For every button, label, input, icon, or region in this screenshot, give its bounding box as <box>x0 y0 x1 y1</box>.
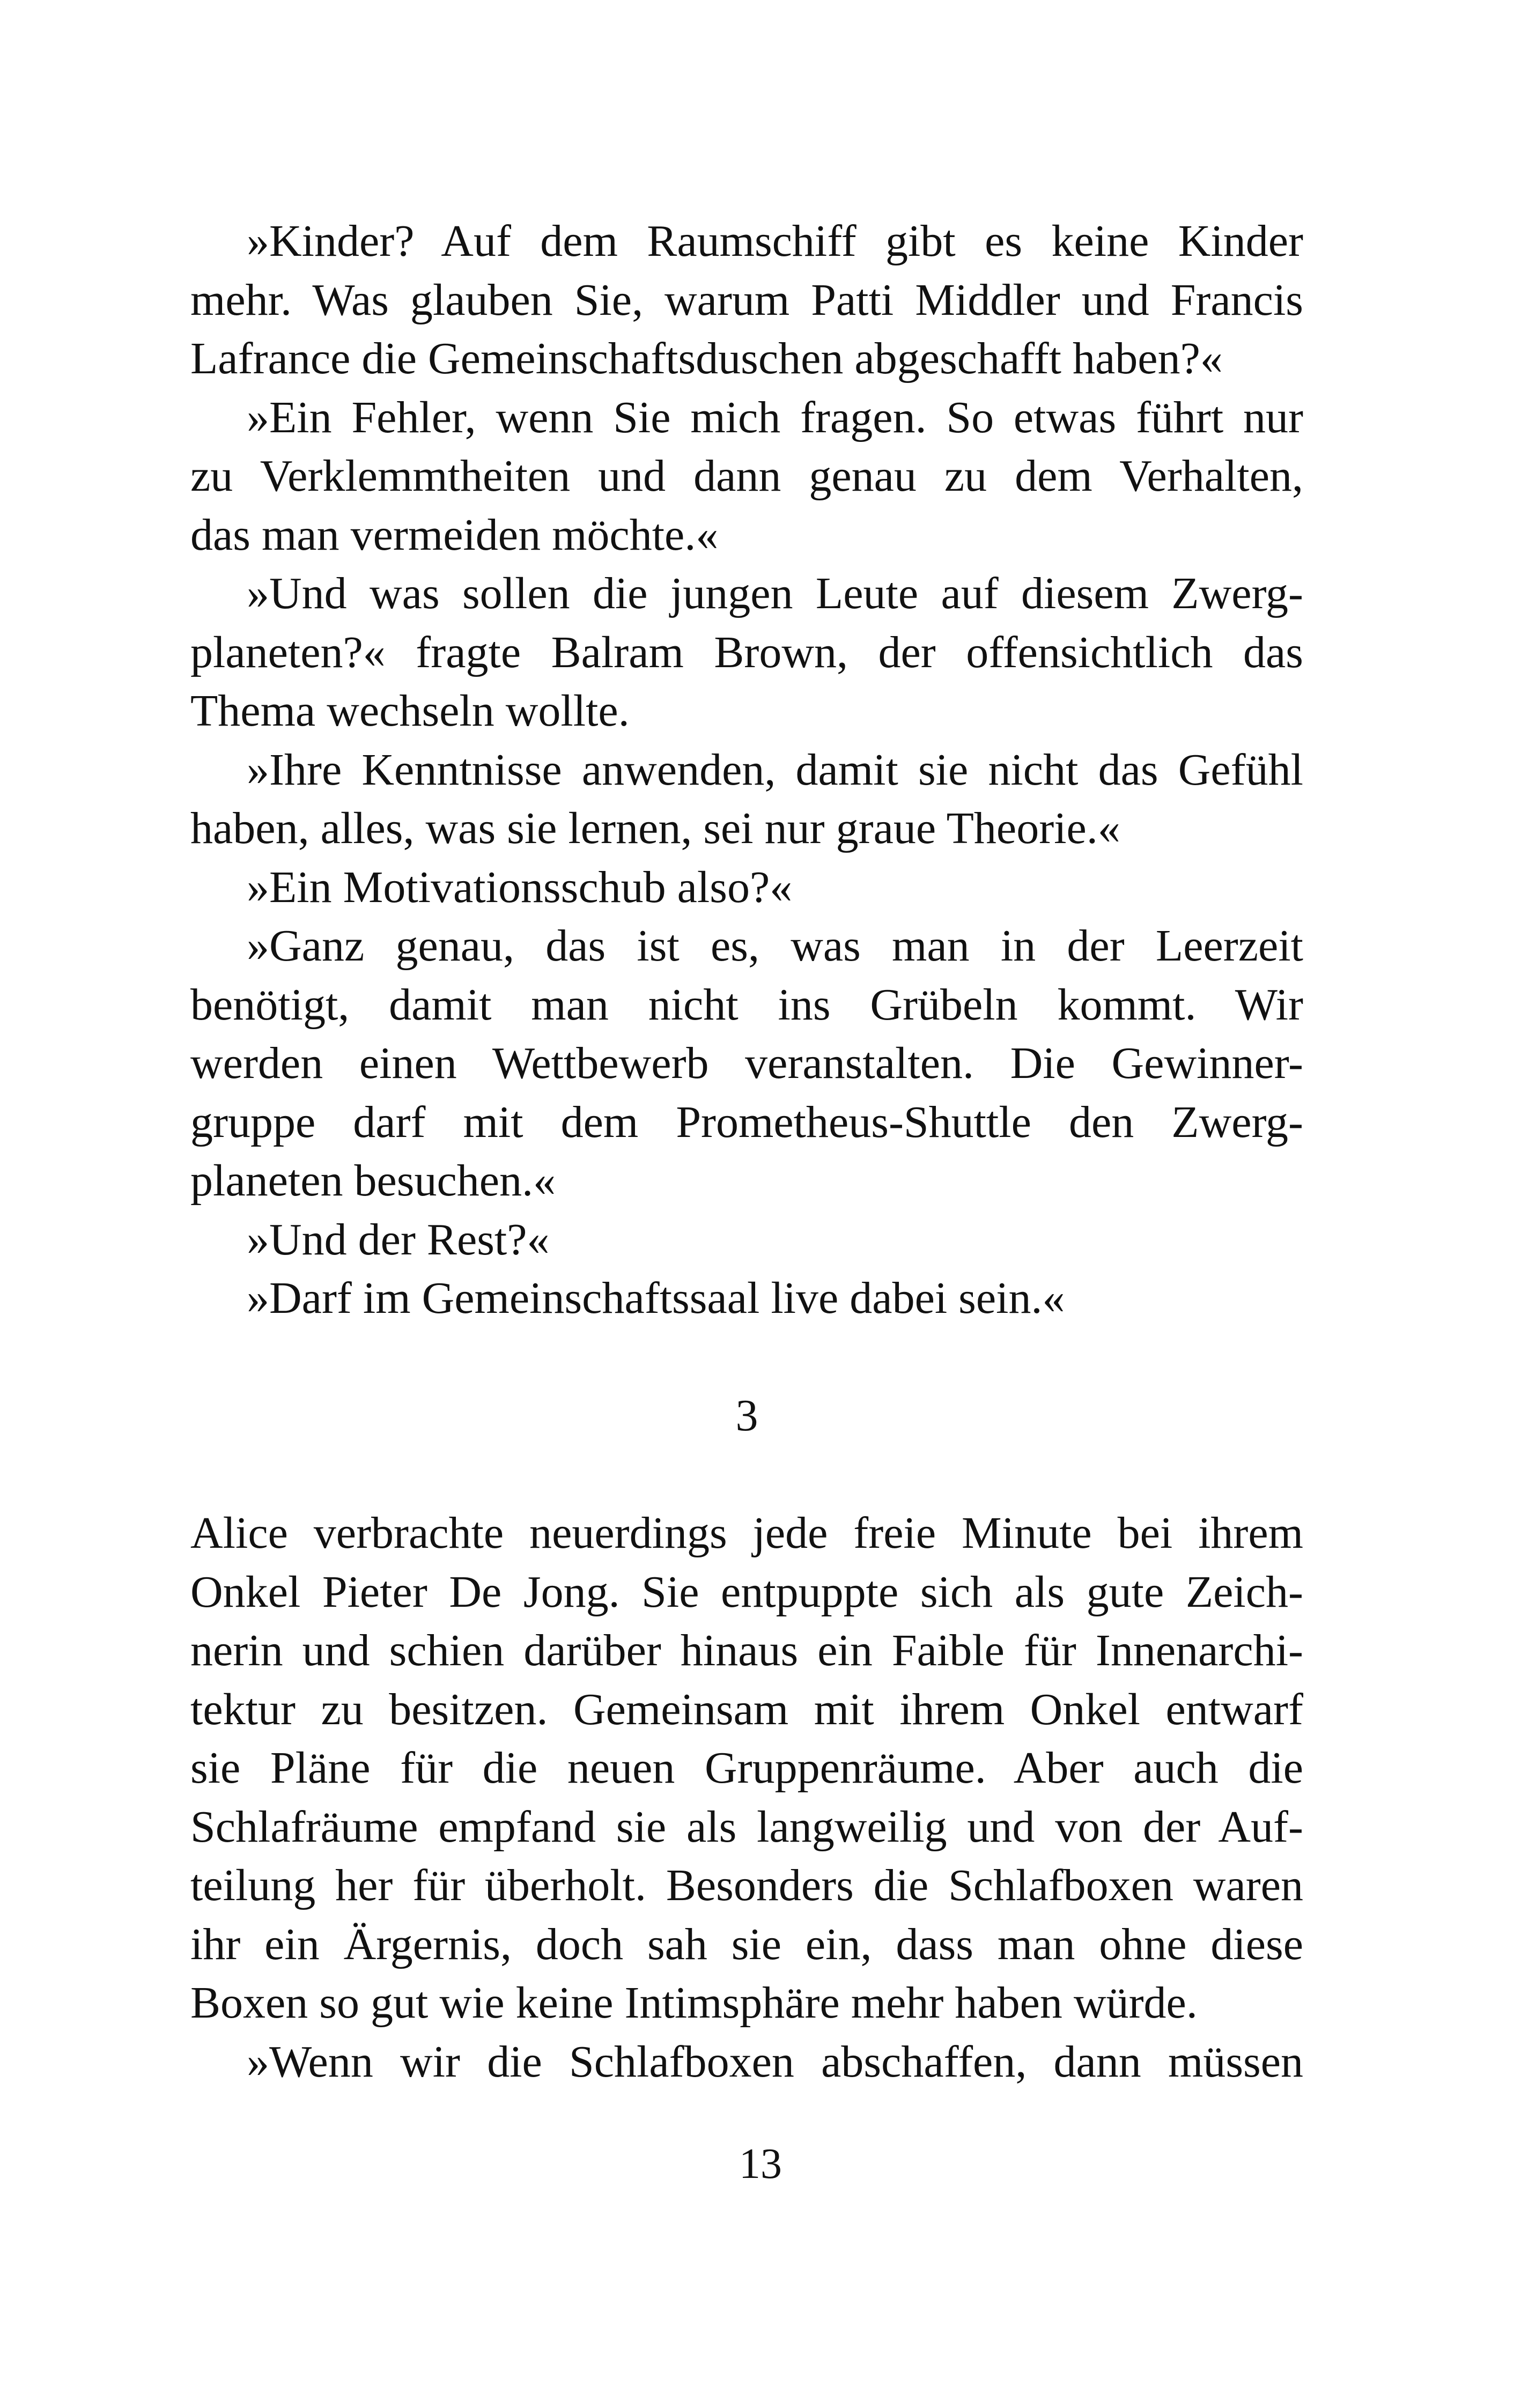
text-line: ihr ein Ärgernis, doch sah sie ein, dass man ohne diese <box>190 1919 1303 1969</box>
chapter-number: 3 <box>735 1391 758 1441</box>
text-line: Onkel Pieter De Jong. Sie entpuppte sich als gute Zeich- <box>190 1567 1303 1617</box>
text-line: benötigt, damit man nicht ins Grübeln kommt. Wir <box>190 979 1303 1030</box>
text-line: »Ein Motivationsschub also?« <box>247 862 793 912</box>
text-line: Alice verbrachte neuerdings jede freie Minute bei ihrem <box>190 1508 1303 1558</box>
text-line: planeten?« fragte Balram Brown, der offensichtlich das <box>190 627 1303 677</box>
text-line: Boxen so gut wie keine Intimsphäre mehr haben würde. <box>190 1978 1198 2028</box>
text-line: Schlafräume empfand sie als langweilig und von der Auf- <box>190 1801 1303 1852</box>
text-line: tektur zu besitzen. Gemeinsam mit ihrem Onkel entwarf <box>190 1684 1303 1734</box>
text-line: »Kinder? Auf dem Raumschiff gibt es keine Kinder <box>247 216 1303 266</box>
text-line: »Und der Rest?« <box>247 1214 550 1265</box>
text-line: nerin und schien darüber hinaus ein Faible für Innenarchi- <box>190 1626 1303 1675</box>
text-line: zu Verklemmtheiten und dann genau zu dem Verhalten, <box>190 451 1303 501</box>
page-number: 13 <box>739 2140 782 2188</box>
text-line: Thema wechseln wollte. <box>190 686 630 736</box>
text-line: planeten besuchen.« <box>190 1156 556 1206</box>
text-line: das man vermeiden möchte.« <box>190 509 719 560</box>
text-line: »Darf im Gemeinschaftssaal live dabei sein.« <box>247 1273 1065 1323</box>
text-line: gruppe darf mit dem Prometheus-Shuttle den Zwerg- <box>190 1097 1303 1147</box>
section-spacer <box>190 1445 1303 1504</box>
section-spacer <box>190 1328 1303 1387</box>
body-text <box>190 212 1303 2091</box>
text-line: »Ganz genau, das ist es, was man in der Leerzeit <box>247 921 1303 971</box>
text-line: sie Pläne für die neuen Gruppenräume. Aber auch die <box>190 1743 1303 1793</box>
text-line: »Und was sollen die jungen Leute auf diesem Zwerg- <box>247 568 1303 618</box>
text-line: werden einen Wettbewerb veranstalten. Die Gewinner- <box>190 1038 1303 1088</box>
text-line: teilung her für überholt. Besonders die Schlafboxen waren <box>190 1860 1303 1910</box>
text-line: Lafrance die Gemeinschaftsduschen abgeschafft haben?« <box>190 334 1223 383</box>
text-line: »Ihre Kenntnisse anwenden, damit sie nicht das Gefühl <box>247 744 1303 795</box>
text-line: »Ein Fehler, wenn Sie mich fragen. So etwas führt nur <box>247 392 1303 442</box>
dialogue-section <box>190 212 1303 1328</box>
text-line: mehr. Was glauben Sie, warum Patti Middler und Francis <box>190 275 1303 325</box>
chapter-body <box>190 1504 1303 2091</box>
text-line: »Wenn wir die Schlafboxen abschaffen, dann müssen <box>247 2036 1303 2087</box>
text-line: haben, alles, was sie lernen, sei nur graue Theorie.« <box>190 803 1120 853</box>
